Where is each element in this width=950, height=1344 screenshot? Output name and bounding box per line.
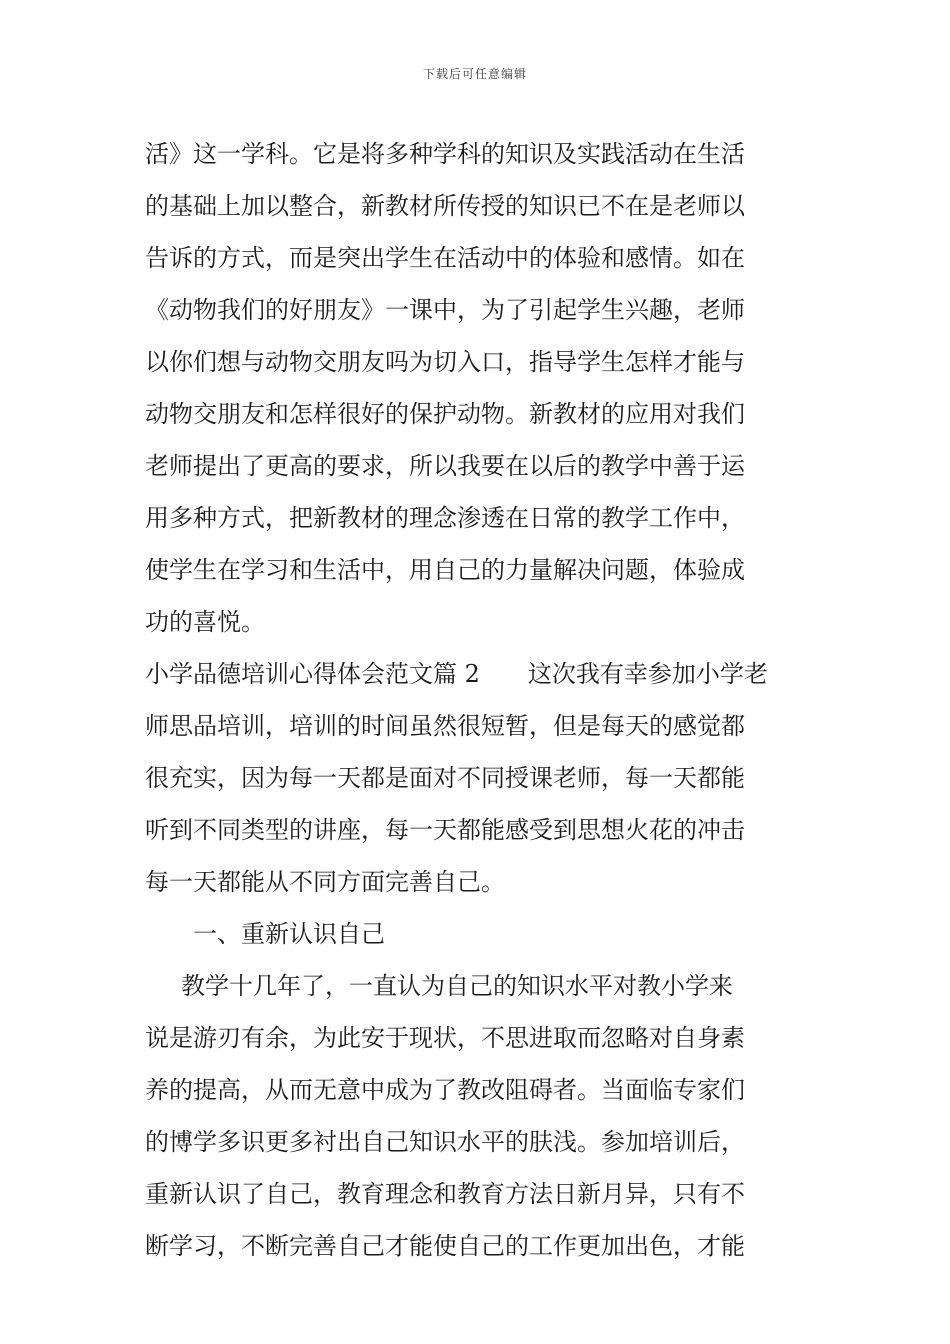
paragraph-line: 的博学多识更多衬出自己知识水平的肤浅。参加培训后， bbox=[145, 1128, 745, 1156]
paragraph-line: 说是游刃有余，为此安于现状，不思进取而忽略对自身素 bbox=[145, 1024, 745, 1052]
paragraph-line: 养的提高，从而无意中成为了教改阻碍者。当面临专家们 bbox=[145, 1076, 745, 1104]
paragraph-line: 听到不同类型的讲座，每一天都能感受到思想火花的冲击 bbox=[145, 816, 745, 844]
paragraph-line: 师思品培训，培训的时间虽然很短暂，但是每天的感觉都 bbox=[145, 712, 745, 740]
paragraph-line: 《动物我们的好朋友》一课中，为了引起学生兴趣，老师 bbox=[145, 296, 745, 324]
paragraph-line: 以你们想与动物交朋友吗为切入口，指导学生怎样才能与 bbox=[145, 348, 745, 376]
subsection-heading: 一、重新认识自己 bbox=[193, 920, 385, 948]
page-header-note: 下载后可任意编辑 bbox=[422, 67, 527, 81]
paragraph-line: 重新认识了自己，教育理念和教育方法日新月异，只有不 bbox=[145, 1180, 745, 1208]
section-heading-line: 小学品德培训心得体会范文篇 2 这次我有幸参加小学老 bbox=[145, 660, 768, 688]
paragraph-line: 教学十几年了，一直认为自己的知识水平对教小学来 bbox=[181, 972, 733, 1000]
paragraph-line: 用多种方式，把新教材的理念渗透在日常的教学工作中， bbox=[145, 504, 745, 532]
paragraph-line: 使学生在学习和生活中，用自己的力量解决问题，体验成 bbox=[145, 556, 745, 584]
paragraph-line: 告诉的方式，而是突出学生在活动中的体验和感情。如在 bbox=[145, 244, 745, 272]
paragraph-line: 老师提出了更高的要求，所以我要在以后的教学中善于运 bbox=[145, 452, 745, 480]
paragraph-line: 功的喜悦。 bbox=[145, 608, 265, 636]
paragraph-line: 很充实，因为每一天都是面对不同授课老师，每一天都能 bbox=[145, 764, 745, 792]
paragraph-line: 动物交朋友和怎样很好的保护动物。新教材的应用对我们 bbox=[145, 400, 745, 428]
paragraph-line: 每一天都能从不同方面完善自己。 bbox=[145, 868, 505, 896]
paragraph-line: 断学习，不断完善自己才能使自己的工作更加出色，才能 bbox=[145, 1232, 745, 1260]
document-body bbox=[145, 128, 810, 1272]
paragraph-line: 活》这一学科。它是将多种学科的知识及实践活动在生活 bbox=[145, 140, 745, 168]
paragraph-line: 的基础上加以整合，新教材所传授的知识已不在是老师以 bbox=[145, 192, 745, 220]
